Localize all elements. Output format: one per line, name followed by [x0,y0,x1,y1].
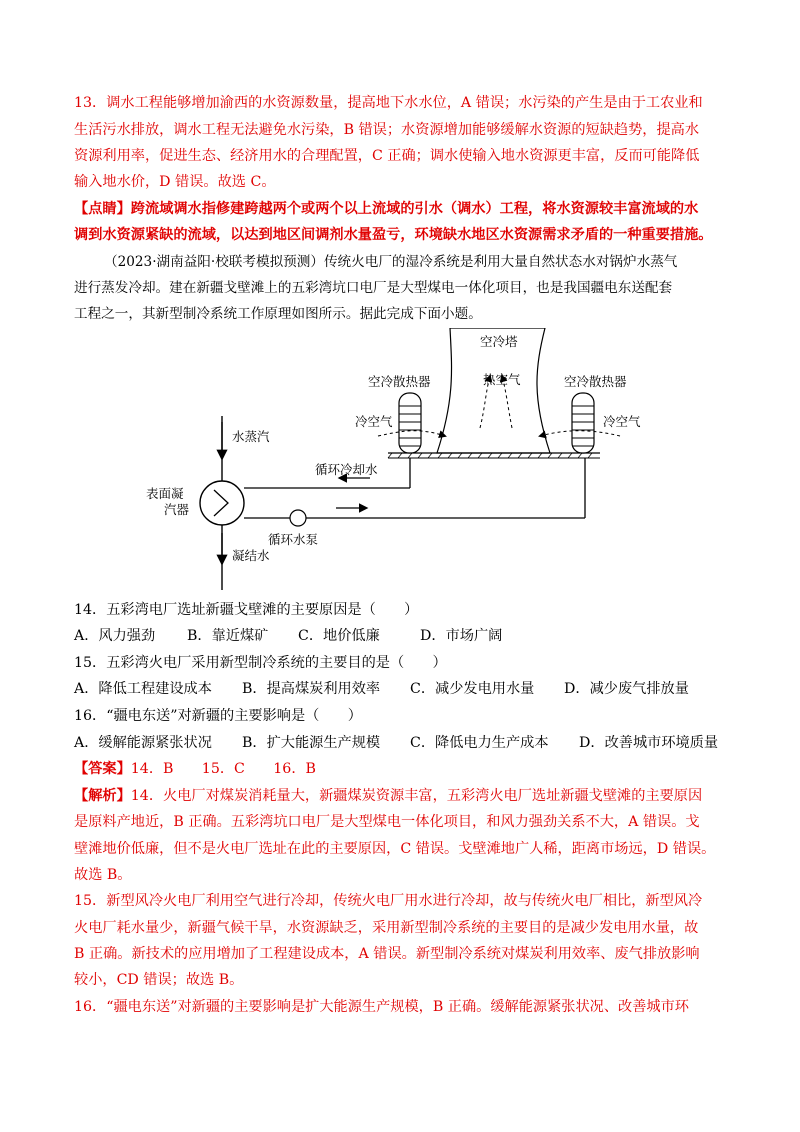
q13-explanation-line-3: 资源利用率，促进生态、经济用水的合理配置，C 正确；调水使输入地水资源更丰富，反而可能降低 [74,148,700,164]
q16-option-d: D．改善城市环境质量 [579,735,719,751]
analysis-14-line-4: 故选 B。 [74,867,132,883]
q14-stem: 14．五彩湾电厂选址新疆戈壁滩的主要原因是（ ） [74,602,419,618]
q15-stem: 15．五彩湾火电厂采用新型制冷系统的主要目的是（ ） [74,655,447,671]
q15-option-b: B．提高煤炭利用效率 [242,681,381,697]
q13-explanation-line-1: 13．调水工程能够增加渝西的水资源数量，提高地下水水位，A 错误；水污染的产生是由于工农业和 [74,95,703,111]
q16-stem: 16．“疆电东送”对新疆的主要影响是（ ） [74,708,362,724]
analysis-15-line-1 [74,891,702,911]
analysis-15-line-3: B 正确。新技术的应用增加了工程建设成本，A 错误。新型制冷系统对煤炭利用效率、废气排放影响 [74,946,700,962]
analysis-tag: 【解析】 [74,788,131,804]
q16-option-c: C．降低电力生产成本 [410,735,549,751]
left-radiator-label: 空冷散热器 [368,374,431,389]
answer-line [74,759,316,779]
dianjing-line-2: 调到水资源紧缺的流域，以达到地区间调剂水量盈亏，环境缺水地区水资源需求矛盾的一种重要措施。 [74,227,713,243]
analysis-14-line-2: 是原料产地近，B 正确。五彩湾坑口电厂是大型煤电一体化项目，和风力强劲关系不大，A 错误。戈 [74,814,700,830]
analysis-15-line-4: 较小，CD 错误；故选 B。 [74,972,244,988]
q14-option-d: D．市场广阔 [420,628,503,644]
q14-option-a: A．风力强劲 [74,628,156,644]
analysis-15-line-2: 火电厂耗水量少，新疆气候干旱，水资源缺乏，采用新型制冷系统的主要目的是减少发电用水量，故 [74,920,699,936]
q14-option-b: B．靠近煤矿 [187,628,269,644]
q15-option-a: A．降低工程建设成本 [74,681,212,697]
analysis-15-text-1: 新型风冷火电厂利用空气进行冷却，传统火电厂用水进行冷却，故与传统火电厂相比，新型风冷 [106,893,703,909]
q13-explanation-line-2: 生活污水排放，调水工程无法避免水污染，B 错误；水资源增加能够缓解水资源的短缺趋势，提高水 [74,122,700,138]
q15-option-d: D．减少废气排放量 [564,681,689,697]
q16-option-b: B．扩大能源生产规模 [242,735,381,751]
q13-explanation-line-4: 输入地水价，D 错误。故选 C。 [74,174,276,190]
answer-tag: 【答案】 [74,761,131,777]
tower-label: 空冷塔 [480,334,518,349]
condenser [200,481,244,525]
pump [290,510,306,526]
steam-label: 水蒸汽 [232,429,270,444]
pump-label: 循环水泵 [268,532,319,547]
analysis-16-line-1: 16．“疆电东送”对新疆的主要影响是扩大能源生产规模，B 正确。缓解能源紧张状况、改善城市环 [74,999,689,1015]
condenser-label-1: 表面凝 [146,486,184,501]
cold-air-left-label: 冷空气 [355,414,393,429]
intro-line-1: （2023·湖南益阳·校联考模拟预测）传统火电厂的湿冷系统是利用大量自然状态水对锅炉水蒸气 [104,254,678,270]
condensed-water-label: 凝结水 [232,548,270,563]
dianjing-line-1 [74,199,698,219]
analysis-14-line-1: 14．火电厂对煤炭消耗量大，新疆煤炭资源丰富，五彩湾火电厂选址新疆戈壁滩的主要原因 [130,788,703,804]
q16-option-a: A．缓解能源紧张状况 [74,735,212,751]
hot-air-label: 热空气 [483,372,521,387]
left-radiator [399,393,421,453]
q14-option-c: C．地价低廉 [298,628,380,644]
intro-line-2: 进行蒸发冷却。建在新疆戈壁滩上的五彩湾坑口电厂是大型煤电一体化项目，也是我国疆电东送配套 [74,280,673,296]
dianjing-text-1: 跨流域调水指修建跨越两个或两个以上流域的引水（调水）工程，将水资源较丰富流域的水 [130,201,699,217]
intro-line-3: 工程之一，其新型制冷系统工作原理如图所示。据此完成下面小题。 [74,306,482,322]
right-radiator-label: 空冷散热器 [564,374,627,389]
answer-text: 14．B 15．C 16．B [130,761,316,777]
q15-option-c: C．减少发电用水量 [410,681,535,697]
cooling-system-diagram [140,328,700,590]
analysis-14-line-3: 壁滩地价低廉，但不是火电厂选址在此的主要原因，C 错误。戈壁滩地广人稀，距离市场远，D 错误。 [74,841,716,857]
ground-hatch [388,453,592,458]
analysis-line-1 [74,786,702,806]
dianjing-tag: 【点睛】 [74,201,131,217]
cooling-water-label: 循环冷却水 [315,462,378,477]
right-radiator [572,393,594,453]
condenser-label-2: 汽器 [164,502,190,517]
cold-air-right-label: 冷空气 [603,414,641,429]
analysis-15-num: 15． [74,893,107,909]
